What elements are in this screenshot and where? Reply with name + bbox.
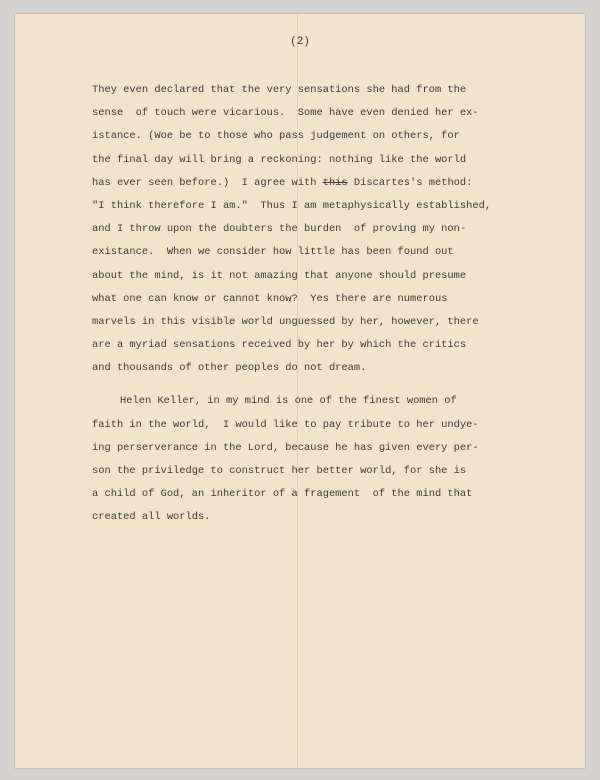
text-line: son the priviledge to construct her better world, for she is	[92, 465, 467, 477]
text-line: what one can know or cannot know? Yes there are numerous	[92, 292, 448, 305]
text-line: and I throw upon the doubters the burden of proving my non-	[92, 223, 467, 236]
struck-out-word: this	[322, 176, 348, 189]
typed-text-body	[92, 79, 532, 530]
page-number: (2)	[290, 36, 310, 48]
text-line: "I think therefore I am." Thus I am metaphysically established,	[92, 199, 492, 212]
text-segment: has ever seen before.) I agree with	[92, 176, 323, 189]
text-line: ing perserverance in the Lord, because he has given every per-	[92, 441, 479, 454]
text-line-with-strikeout	[92, 172, 532, 195]
paragraph-2	[92, 390, 532, 529]
paragraph-1	[92, 79, 532, 380]
text-line: Helen Keller, in my mind is one of the finest women of	[120, 395, 457, 408]
text-line: istance. (Woe be to those who pass judgement on others, for	[92, 130, 460, 143]
text-line: They even declared that the very sensations she had from the	[92, 84, 467, 96]
text-line: existance. When we consider how little has been found out	[92, 246, 454, 259]
text-line: created all worlds.	[92, 511, 211, 524]
text-line: sense of touch were vicarious. Some have even denied her ex-	[92, 107, 479, 120]
text-line: faith in the world, I would like to pay tribute to her undye-	[92, 418, 479, 431]
text-segment: Discartes's method:	[347, 176, 473, 189]
text-line: the final day will bring a reckoning: nothing like the world	[92, 153, 467, 166]
text-line: a child of God, an inheritor of a fragement of the mind that	[92, 488, 473, 501]
text-line: are a myriad sensations received by her by which the critics	[92, 339, 467, 352]
text-line: marvels in this visible world unguessed by her, however, there	[92, 315, 479, 328]
text-line: about the mind, is it not amazing that anyone should presume	[92, 269, 467, 282]
text-line: and thousands of other peoples do not dream.	[92, 362, 367, 375]
